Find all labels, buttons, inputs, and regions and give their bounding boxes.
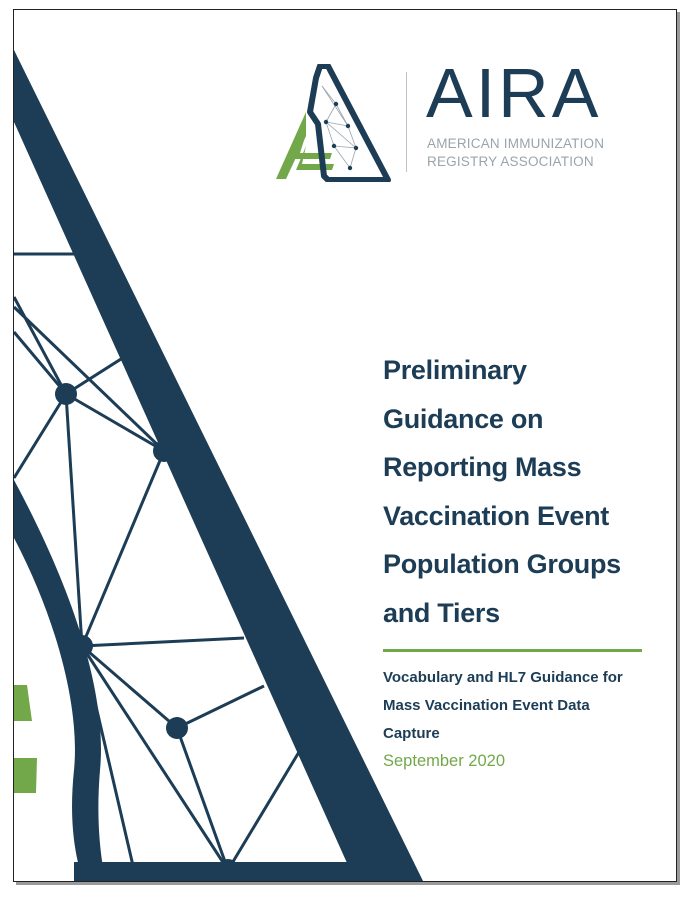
title-line: Vaccination Event xyxy=(383,500,609,531)
title-line: and Tiers xyxy=(383,597,500,628)
green-accent-top xyxy=(14,685,32,721)
subtitle-line: Capture xyxy=(383,725,440,742)
page-shadow-right xyxy=(677,12,680,885)
logo-wordmark: AIRA xyxy=(426,54,602,132)
title-line: Reporting Mass xyxy=(383,452,582,482)
logo-subtitle-line-1: AMERICAN IMMUNIZATION xyxy=(427,136,605,151)
publication-date: September 2020 xyxy=(383,752,506,770)
document-page xyxy=(13,9,677,882)
title-line: Population Groups xyxy=(383,549,621,579)
title-divider-rule xyxy=(383,649,642,652)
subtitle-line: Vocabulary and HL7 Guidance for xyxy=(383,669,623,686)
aira-logo-mark-icon xyxy=(276,64,391,182)
base-bar xyxy=(74,862,414,882)
title-line: Preliminary xyxy=(383,355,527,385)
document-subtitle xyxy=(383,664,658,748)
curved-band xyxy=(14,480,106,882)
subtitle-line: Mass Vaccination Event Data xyxy=(383,697,590,714)
logo-subtitle-line-2: REGISTRY ASSOCIATION xyxy=(427,154,594,169)
page-shadow-bottom xyxy=(16,882,680,885)
document-title xyxy=(383,346,663,637)
green-accent-bottom xyxy=(14,758,37,793)
logo-divider xyxy=(406,72,407,172)
title-line: Guidance on xyxy=(383,403,544,434)
